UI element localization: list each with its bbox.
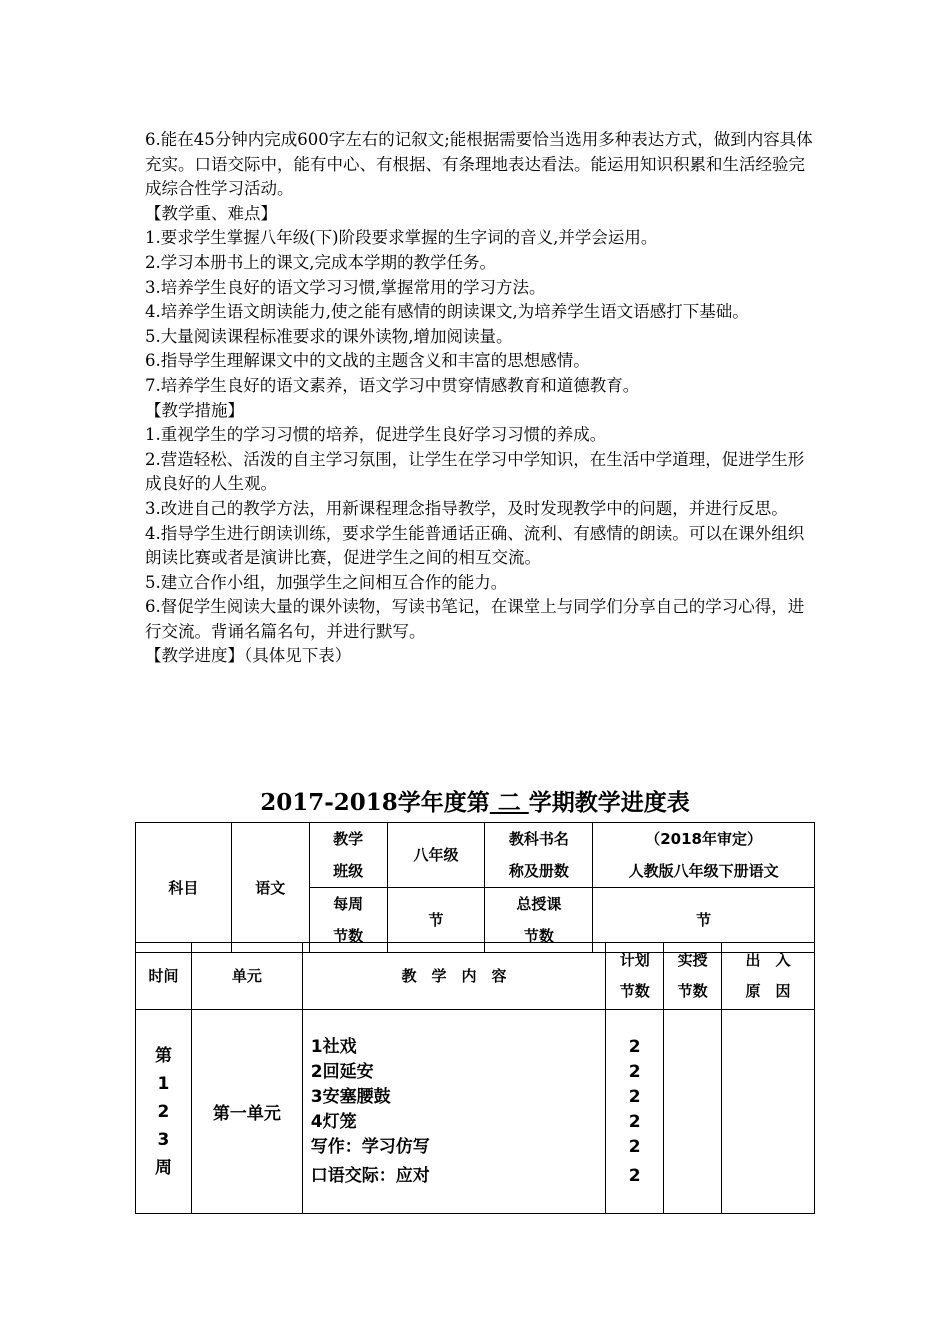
weekly-label: 每周 节数 — [309, 888, 387, 953]
lesson-item: 口语交际：应对 — [310, 1165, 430, 1186]
paragraph: 4.指导学生进行朗读训练，要求学生能普通话正确、流利、有感情的朗读。可以在课外组织朗读比赛或者是演讲比赛，促进学生之间的相互交流。 — [145, 523, 805, 568]
paragraph: 2.营造轻松、活泼的自主学习氛围，让学生在学习中学知识，在生活中学道理，促进学生形成良好的人生观。 — [145, 449, 805, 494]
planned-cell: 2 2 2 2 2 2 — [606, 1010, 664, 1214]
total-value: 节 — [593, 888, 815, 953]
lesson-item: 1社戏 — [310, 1036, 357, 1057]
paragraph: 2.学习本册书上的课文,完成本学期的教学任务。 — [145, 252, 496, 272]
lesson-item: 4灯笼 — [310, 1111, 357, 1132]
section-heading: 【教学重、难点】 — [145, 203, 277, 223]
title-prefix: 2017-2018学年度第 — [260, 789, 490, 816]
book-value: （2018年审定） 人教版八年级下册语文 — [593, 823, 815, 888]
paragraph: 5.建立合作小组，加强学生之间相互合作的能力。 — [145, 572, 508, 592]
paragraph: 1.重视学生的学习习惯的培养，促进学生良好学习习惯的养成。 — [145, 425, 607, 445]
reason-cell — [722, 1010, 815, 1214]
course-info-table — [135, 822, 815, 953]
week-cell: 第 1 2 3 周 — [136, 1010, 192, 1214]
content-header: 教 学 内 容 — [302, 943, 606, 1010]
subject-value: 语文 — [231, 823, 309, 953]
paragraph: 6.督促学生阅读大量的课外读物，写读书笔记，在课堂上与同学们分享自己的学习心得，进行交流。背诵名篇名句，并进行默写。 — [145, 597, 805, 641]
paragraph: 7.培养学生良好的语文素养，语文学习中贯穿情感教育和道德教育。 — [145, 375, 640, 395]
unit-header: 单元 — [191, 943, 302, 1010]
unit-cell: 第一单元 — [191, 1010, 302, 1214]
class-value: 八年级 — [387, 823, 485, 888]
paragraph: 6.能在45分钟内完成600字左右的记叙文;能根据需要恰当选用多种表达方式，做到内容具体充实。口语交际中，能有中心、有根据、有条理地表达看法。能运用知识积累和生活经验完成综合性学习活动。 — [145, 130, 813, 199]
planned-header: 计划 节数 — [606, 943, 664, 1010]
weekly-value: 节 — [387, 888, 485, 953]
actual-cell — [664, 1010, 722, 1214]
section-heading: 【教学进度】（具体见下表） — [145, 646, 352, 666]
paragraph: 3.改进自己的教学方法，用新课程理念指导教学，及时发现教学中的问题，并进行反思。 — [145, 498, 788, 518]
title-suffix: 学期教学进度表 — [528, 789, 690, 816]
reason-header: 出 入 原 因 — [722, 943, 815, 1010]
subject-label: 科目 — [136, 823, 232, 953]
actual-header: 实授 节数 — [664, 943, 722, 1010]
content-cell — [302, 1010, 606, 1214]
paragraph: 6.指导学生理解课文中的文战的主题含义和丰富的思想感情。 — [145, 351, 590, 371]
time-header: 时间 — [136, 943, 192, 1010]
lesson-item: 3安塞腰鼓 — [310, 1086, 391, 1107]
table-row — [136, 1010, 815, 1214]
paragraph: 4.培养学生语文朗读能力,使之能有感情的朗读课文,为培养学生语文语感打下基础。 — [145, 302, 749, 322]
page-title — [0, 784, 950, 817]
paragraph: 3.培养学生良好的语文学习习惯,掌握常用的学习方法。 — [145, 277, 546, 297]
paragraph: 5.大量阅读课程标准要求的课外读物,增加阅读量。 — [145, 326, 513, 346]
plan-text — [145, 128, 815, 669]
book-label: 教科书名 称及册数 — [485, 823, 593, 888]
schedule-table — [135, 942, 815, 1214]
class-label: 教学 班级 — [309, 823, 387, 888]
lesson-item: 写作：学习仿写 — [310, 1136, 430, 1157]
schedule-header-row — [136, 943, 815, 1010]
paragraph: 1.要求学生掌握八年级(下)阶段要求掌握的生字词的音义,并学会运用。 — [145, 228, 658, 248]
section-heading: 【教学措施】 — [145, 400, 244, 420]
title-term: 二 — [489, 789, 529, 816]
lesson-item: 2回延安 — [310, 1061, 374, 1082]
total-label: 总授课 节数 — [485, 888, 593, 953]
